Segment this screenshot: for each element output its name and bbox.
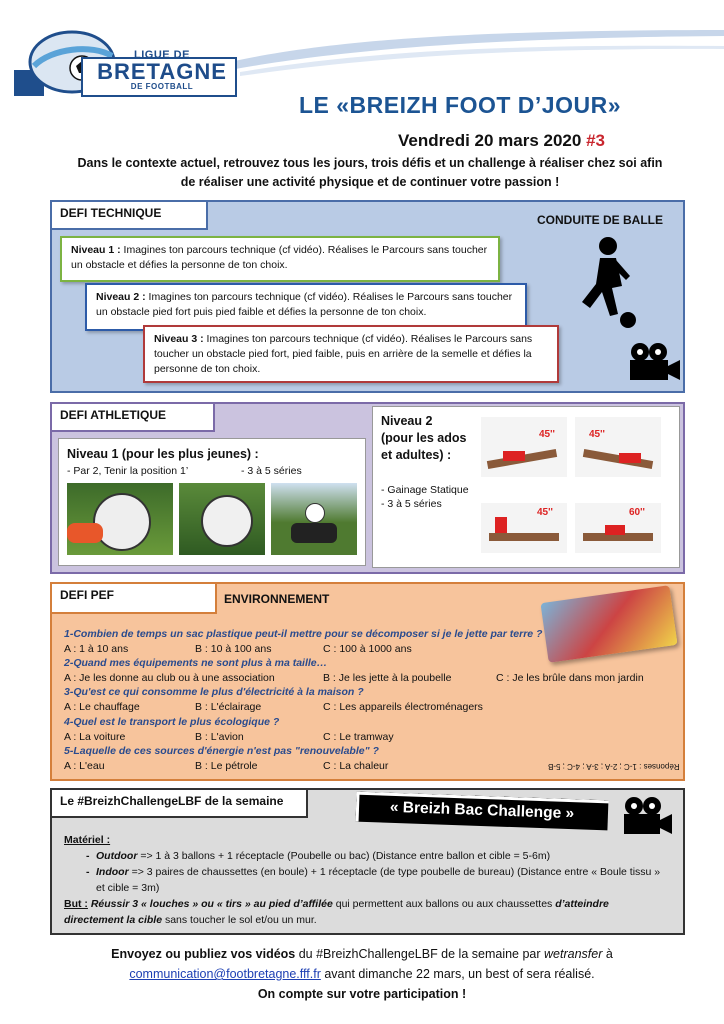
n2-title-b: (pour les ados [381, 431, 467, 445]
tab-challenge: Le #BreizhChallengeLBF de la semaine [50, 788, 308, 818]
tech-level-3 [143, 325, 559, 383]
level-text: Imagines ton parcours technique (cf vidéo). Réalises le Parcours sans toucher un obstacle et défies la personne de ton choix. [71, 244, 488, 271]
level-label: Niveau 2 : [96, 291, 146, 303]
email-link[interactable]: communication@footbretagne.fff.fr [129, 967, 321, 981]
athletique-level-1 [58, 438, 366, 566]
pef-answer: A : Je les donne au club ou à une association [64, 672, 275, 684]
n2-detail-a: - Gainage Statique [381, 484, 469, 496]
pef-question: 4-Quel est le transport le plus écologique ? [64, 716, 280, 728]
logo-line3: DE FOOTBALL [130, 82, 194, 91]
pef-answer: C : Les appareils électroménagers [323, 701, 483, 713]
indoor-text: => 3 paires de chaussettes (en boule) + 1 réceptacle (de type poubelle de bureau) (Distance entre « Boule tissu » et cible = 3m) [96, 866, 661, 894]
pef-answer: A : La voiture [64, 731, 126, 743]
date-text: Vendredi 20 mars 2020 [398, 131, 582, 150]
level-text: Imagines ton parcours technique (cf vidéo). Réalises le Parcours sans toucher un obstacle pied fort puis pied faible et défies la personne de ton choix. [96, 291, 513, 318]
date-line [398, 131, 605, 151]
but-text-b: qui permettent aux ballons ou aux chaussettes [332, 898, 556, 910]
pef-question: 5-Laquelle de ces sources d'énergie n'est pas "renouvelable" ? [64, 745, 379, 757]
indoor-label: Indoor [96, 866, 129, 878]
pef-answer: A : Le chauffage [64, 701, 140, 713]
footer [60, 944, 664, 1004]
pef-question: 2-Quand mes équipements ne sont plus à ma taille… [64, 657, 328, 669]
intro-text: Dans le contexte actuel, retrouvez tous les jours, trois défis et un challenge à réaliser chez soi afin de réaliser une activité physique et de continuer votre passion ! [77, 156, 663, 189]
pef-answer: C : Je les brûle dans mon jardin [496, 672, 644, 684]
tab-technique: DEFI TECHNIQUE [50, 200, 208, 230]
level-text: Imagines ton parcours technique (cf vidéo). Réalises le Parcours sans toucher un obstacle pied fort, pied faible, puis en arrière de la semelle et défies la personne de ton choix. [154, 333, 533, 375]
athletique-level-2 [372, 406, 680, 568]
issue-number: #3 [586, 131, 605, 150]
pef-answer: C : Le tramway [323, 731, 394, 743]
level-label: Niveau 1 : [71, 244, 121, 256]
outdoor-text: => 1 à 3 ballons + 1 réceptacle (Poubelle ou bac) (Distance entre ballon et cible = 5-6m) [137, 850, 551, 862]
pef-answer: C : 100 à 1000 ans [323, 643, 412, 655]
pef-answer: B : 10 à 100 ans [195, 643, 272, 655]
plank-photo-1 [481, 417, 567, 477]
logo-line2: BRETAGNE [97, 59, 227, 84]
but-text-a: Réussir 3 « louches » ou « tirs » au pied d’affilée [90, 898, 333, 910]
challenge-banner: « Breizh Bac Challenge » [356, 792, 609, 831]
n2-title-a: Niveau 2 [381, 414, 433, 428]
photo-ball-duo-3 [271, 483, 357, 555]
video-camera-icon [628, 342, 682, 384]
footer-line1-a: Envoyez ou publiez vos vidéos [111, 947, 296, 961]
footer-line1-b: du #BreizhChallengeLBF de la semaine par [295, 947, 545, 961]
pef-answer: B : Le pétrole [195, 760, 258, 772]
but-text-c: d’atteindre directement la cible [64, 898, 609, 926]
plank-time-2: 45'' [589, 429, 605, 440]
level-label: Niveau 3 : [154, 333, 204, 345]
logo-line1: LIGUE DE [134, 49, 190, 61]
but-label: But : [64, 898, 88, 910]
but-text-d: sans toucher le sol et/ou un mur. [162, 914, 317, 926]
photo-ball-duo-2 [179, 483, 265, 555]
n1-title: Niveau 1 (pour les plus jeunes) : [67, 447, 259, 461]
pef-answer: B : L'avion [195, 731, 244, 743]
pef-answer: C : La chaleur [323, 760, 389, 772]
footer-line2: avant dimanche 22 mars, un best of sera réalisé. [320, 967, 595, 981]
video-camera-icon [622, 796, 674, 836]
pef-question: 1-Combien de temps un sac plastique peut-il mettre pour se décomposer si je le jette par terre ? [64, 628, 543, 640]
pef-answers-reversed: Réponses : 1-C ; 2-A ; 3-A ; 4-C ; 5-B [548, 762, 680, 771]
plank-photo-2 [575, 417, 661, 477]
pef-answer: A : L'eau [64, 760, 105, 772]
footer-line1-d: à [602, 947, 613, 961]
photo-ball-duo-1 [67, 483, 173, 555]
plank-time-4: 60'' [629, 507, 645, 518]
league-logo [12, 28, 240, 98]
outdoor-label: Outdoor [96, 850, 138, 862]
materiel-label: Matériel : [64, 834, 111, 846]
plank-photo-4 [575, 503, 661, 553]
pef-answer: B : Je les jette à la poubelle [323, 672, 452, 684]
pef-answer: B : L'éclairage [195, 701, 262, 713]
tech-level-1 [60, 236, 500, 282]
n1-detail-b: - 3 à 5 séries [241, 465, 302, 477]
footer-line3: On compte sur votre participation ! [257, 987, 467, 1001]
pef-question: 3-Qu'est ce qui consomme le plus d'électricité à la maison ? [64, 686, 364, 698]
n2-detail-b: - 3 à 5 séries [381, 498, 442, 510]
n1-detail-a: - Par 2, Tenir la position 1’ [67, 465, 189, 477]
plank-photo-3 [481, 503, 567, 553]
plank-time-3: 45'' [537, 507, 553, 518]
footer-line1-c: wetransfer [544, 947, 603, 961]
player-dribbling-icon [572, 236, 640, 330]
technique-heading: CONDUITE DE BALLE [537, 213, 663, 227]
tab-pef: DEFI PEF [50, 582, 217, 614]
tech-level-2 [85, 283, 527, 331]
n2-title-c: et adultes) : [381, 448, 452, 462]
pef-theme: ENVIRONNEMENT [224, 592, 330, 606]
pef-answer: A : 1 à 10 ans [64, 643, 129, 655]
tab-athletique: DEFI ATHLETIQUE [50, 402, 215, 432]
page-title: LE «BREIZH FOOT D’JOUR» [298, 92, 622, 118]
plank-time-1: 45'' [539, 429, 555, 440]
